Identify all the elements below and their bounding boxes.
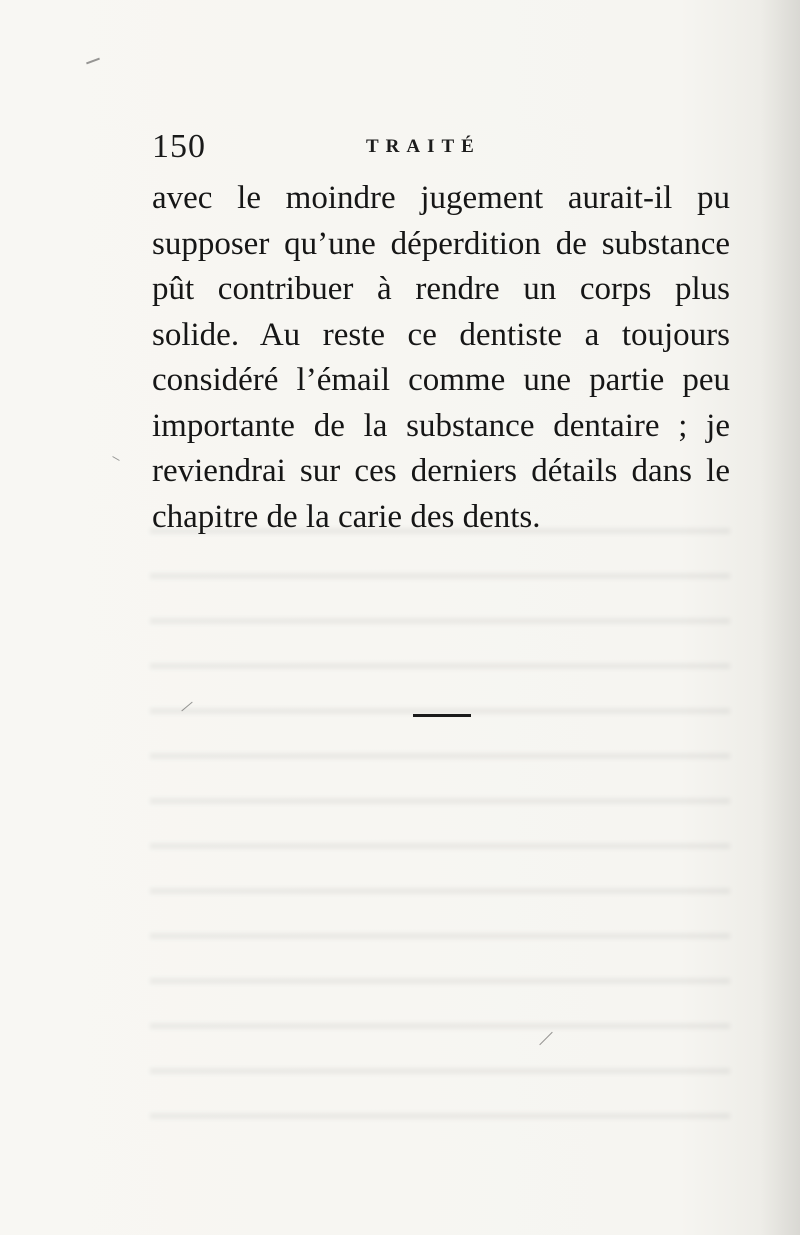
text-line: pût contribuer à rendre un corps plus <box>152 271 730 307</box>
text-line: reviendrai sur ces derniers détails dans le <box>152 453 730 489</box>
text-line: considéré l’émail comme une partie peu <box>152 362 730 398</box>
page-header <box>150 126 730 166</box>
body-paragraph <box>152 176 730 540</box>
paper-speck <box>112 456 119 461</box>
page-number: 150 <box>152 128 206 165</box>
text-line: importante de la substance dentaire ; je <box>152 407 730 444</box>
text-line: solide. Au reste ce dentiste a toujours <box>152 316 730 353</box>
text-line: avec le moindre jugement aurait-il pu <box>152 180 730 216</box>
running-head: TRAITÉ <box>366 136 481 157</box>
text-line-last: chapitre de la carie des dents. <box>152 498 541 535</box>
paper-speck <box>86 58 100 65</box>
text-line: supposer qu’une déperdition de substance <box>152 225 730 262</box>
section-end-rule <box>413 714 471 717</box>
bleed-through-texture <box>150 500 730 1140</box>
